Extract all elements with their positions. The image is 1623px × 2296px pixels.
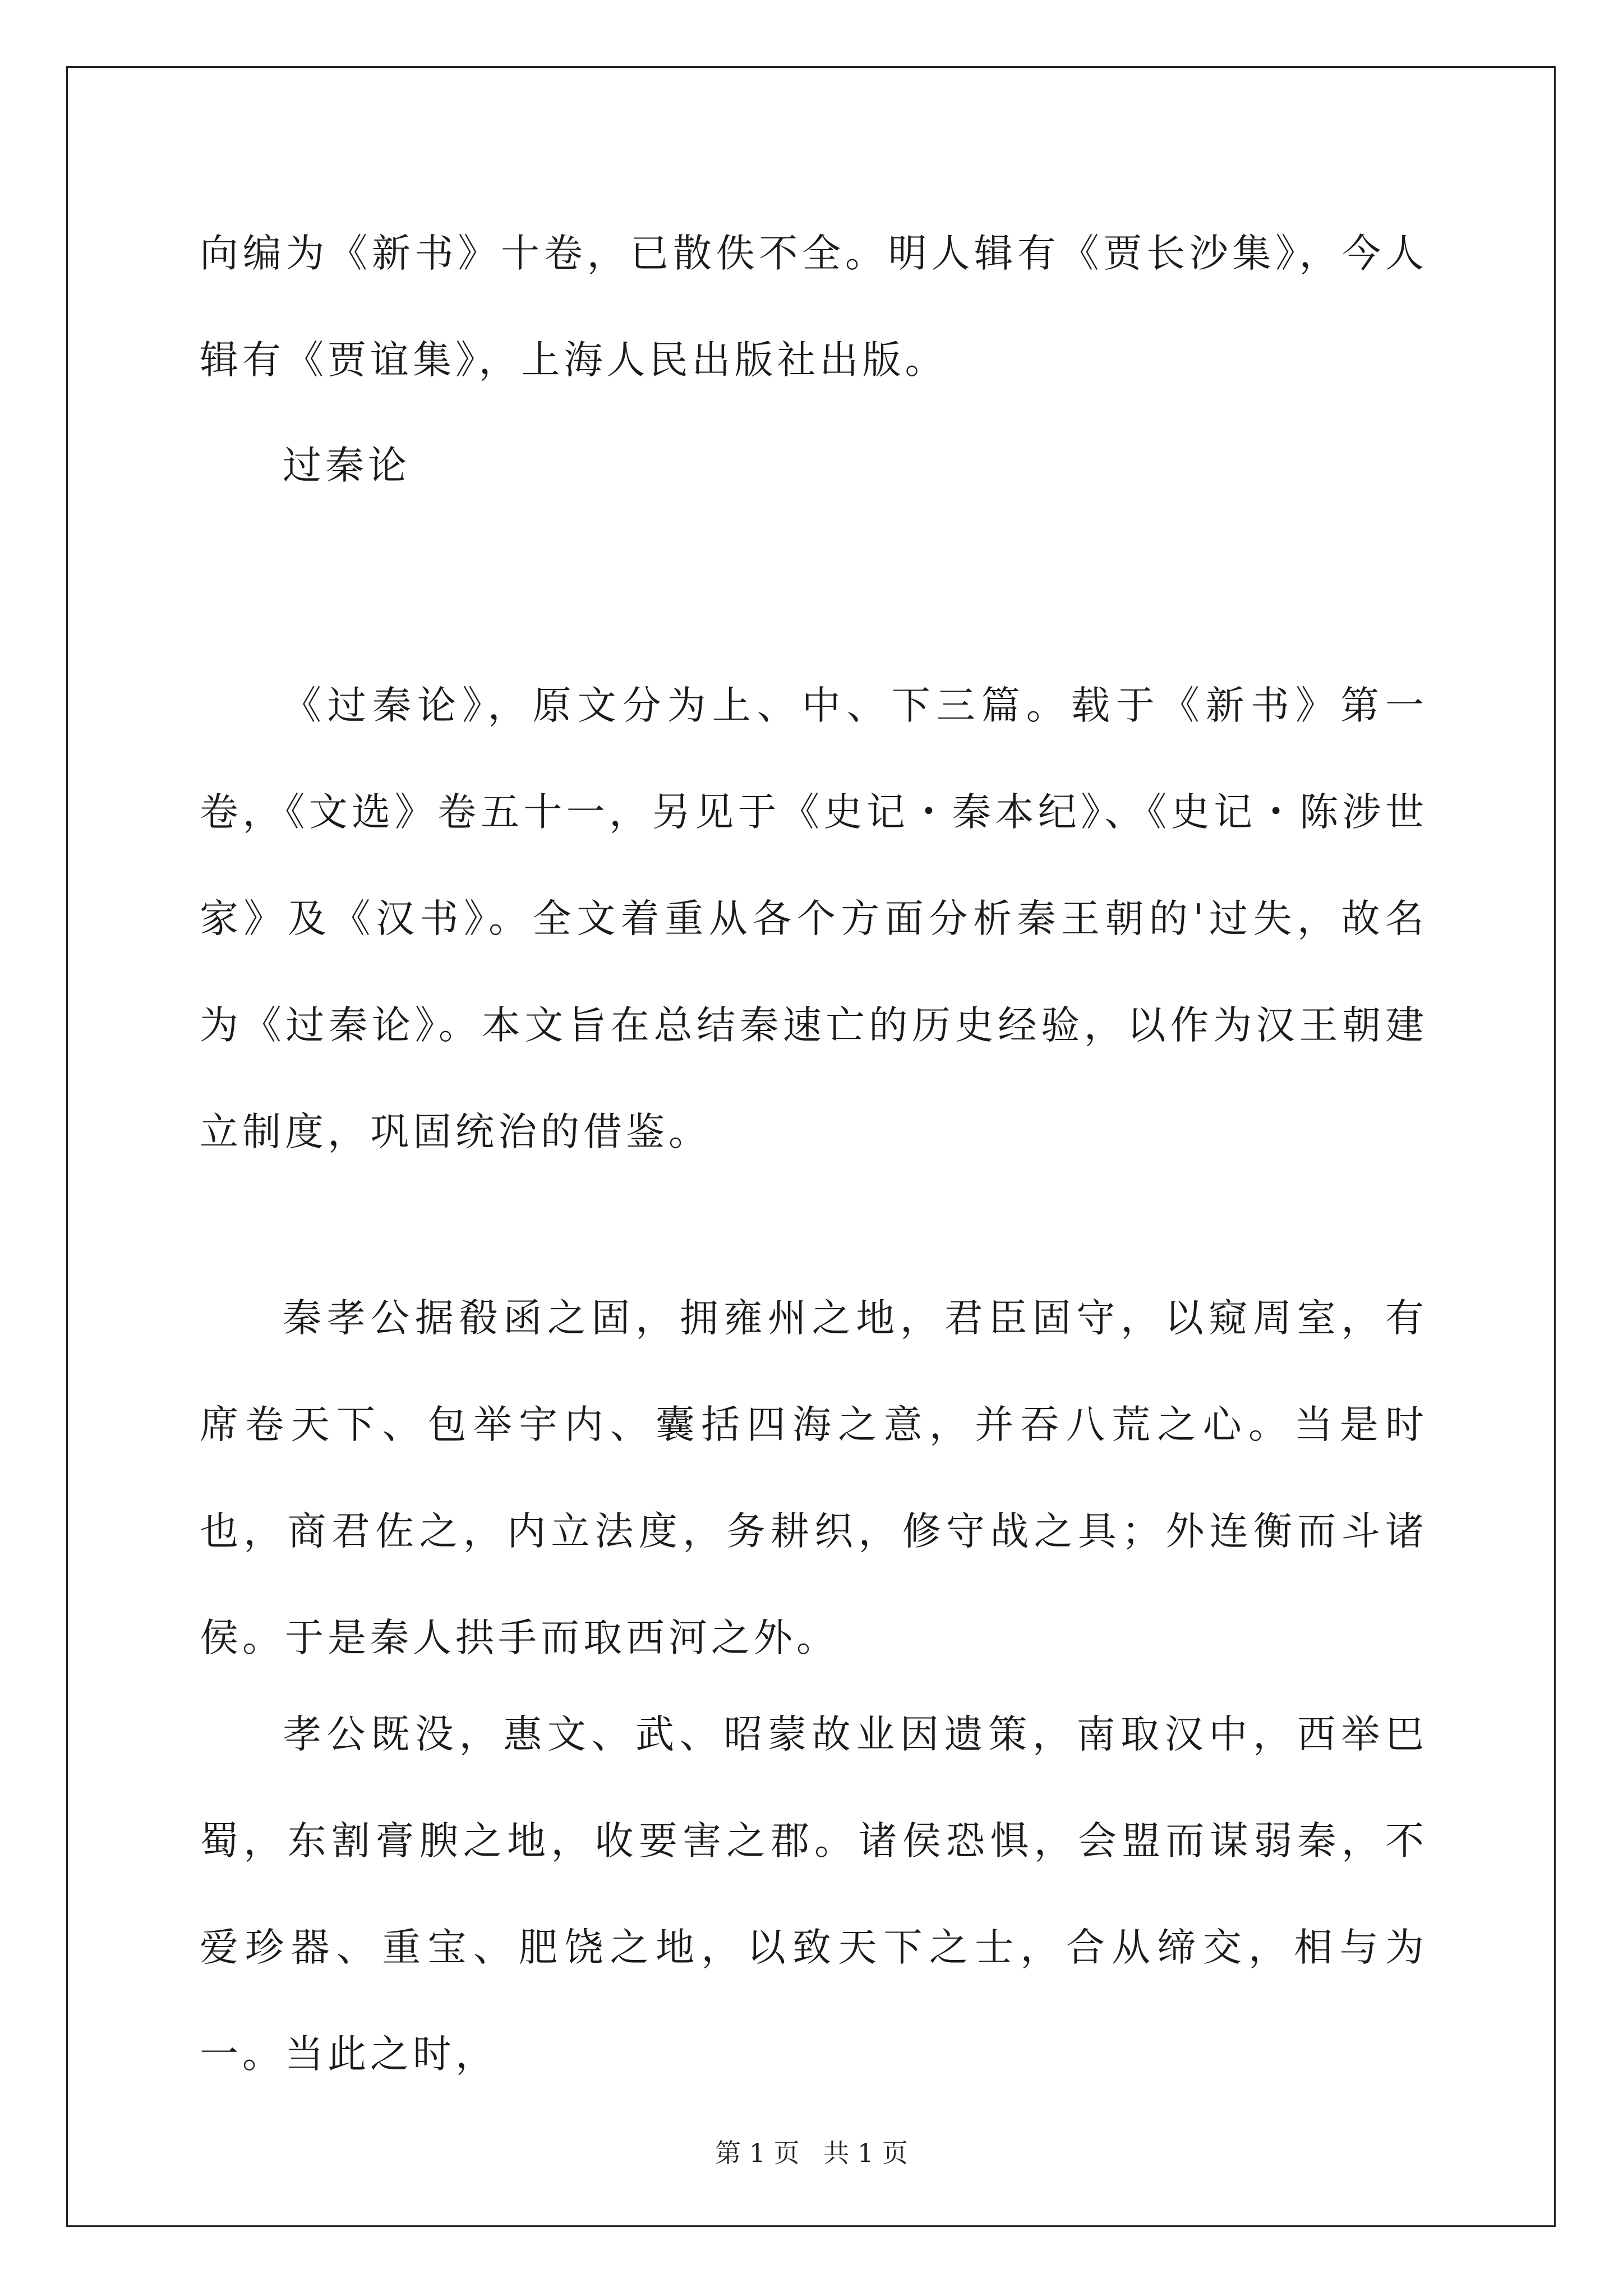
page-total: 共 1 页 [823, 2138, 908, 2168]
paragraph-intro: 《过秦论》，原文分为上、中、下三篇。载于《新书》第一卷，《文选》卷五十一，另见于《史记・秦本纪》、《史记・陈涉世家》及《汉书》。全文着重从各个方面分析秦王朝的'过失，故名为《过秦论》。本文旨在总结秦速亡的历史经验，以作为汉王朝建立制度，巩固统治的借鉴。 [200, 683, 1428, 1154]
page-footer [0, 2136, 1623, 2170]
paragraph-publication-note: 向编为《新书》十卷，已散佚不全。明人辑有《贾长沙集》，今人辑有《贾谊集》，上海人民出版社出版。 [200, 231, 1428, 383]
paragraph-body-1: 秦孝公据殽函之固，拥雍州之地，君臣固守，以窥周室，有席卷天下、包举宇内、囊括四海之意，并吞八荒之心。当是时也，商君佐之，内立法度，务耕织，修守战之具；外连衡而斗诸侯。于是秦人拱手而取西河之外。 [200, 1296, 1428, 1660]
section-heading: 过秦论 [283, 443, 411, 488]
page-number: 第 1 页 [715, 2138, 800, 2168]
paragraph-body-2: 孝公既没，惠文、武、昭蒙故业因遗策，南取汉中，西举巴蜀，东割膏腴之地，收要害之郡。诸侯恐惧，会盟而谋弱秦，不爱珍器、重宝、肥饶之地，以致天下之士，合从缔交，相与为一。当此之时， [200, 1712, 1428, 2077]
